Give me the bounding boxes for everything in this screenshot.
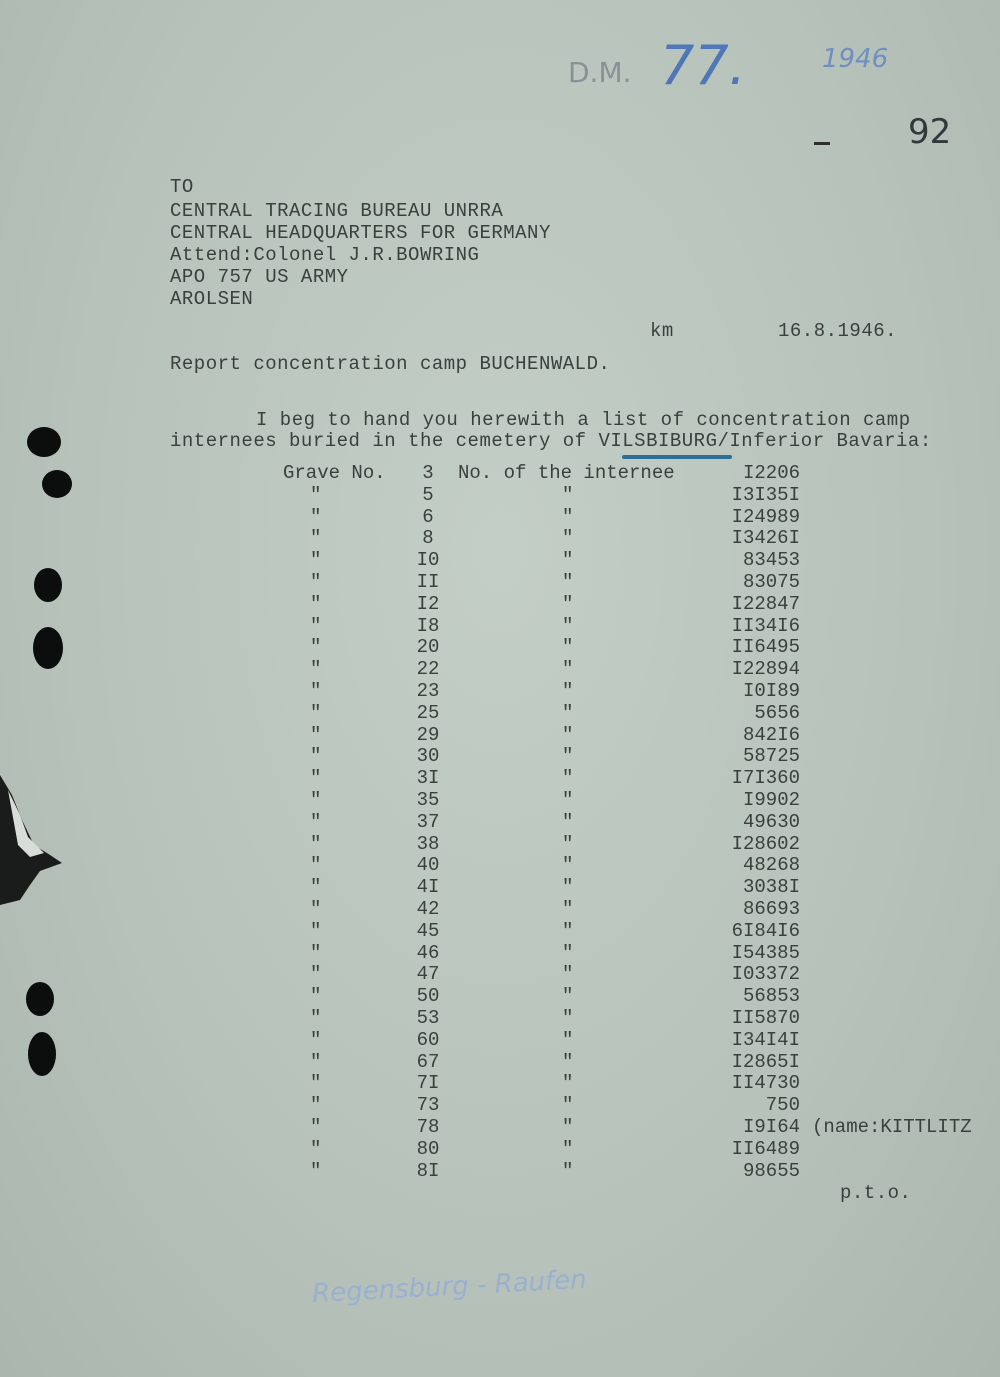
internee-column-label: No. of the internee [458, 462, 675, 484]
ditto-mark: " [562, 745, 574, 768]
ditto-mark: " [310, 810, 322, 833]
ditto-mark: " [562, 1028, 574, 1051]
ditto-mark: " [310, 876, 322, 899]
grave-number: 40 [416, 854, 440, 877]
page-number: 92 [908, 112, 952, 152]
grave-number: 37 [416, 810, 440, 833]
grave-number: 20 [416, 636, 440, 659]
internee-number: I7I360 [731, 767, 800, 790]
grave-number: 73 [416, 1094, 440, 1117]
letter-date: 16.8.1946. [778, 320, 898, 342]
ditto-mark: " [562, 505, 574, 528]
ditto-mark: " [562, 571, 574, 593]
grave-number: 25 [416, 701, 440, 724]
dash-mark [814, 142, 830, 145]
internee-number: 86693 [742, 898, 800, 920]
grave-number: 35 [416, 789, 440, 811]
grave-number: 29 [416, 723, 440, 746]
ditto-mark: " [310, 985, 322, 1008]
ditto-mark: " [310, 1116, 322, 1138]
grave-number: 3I [416, 767, 440, 790]
ditto-mark: " [562, 723, 574, 746]
internee-number: I9902 [742, 789, 800, 811]
ditto-mark: " [310, 614, 322, 637]
ditto-mark: " [562, 1094, 574, 1117]
internee-number: 5656 [754, 701, 800, 724]
internee-number: II34I6 [731, 614, 800, 637]
ditto-mark: " [310, 1072, 322, 1095]
ditto-mark: " [310, 723, 322, 746]
internee-number: II6489 [731, 1137, 800, 1160]
ditto-mark: " [562, 898, 574, 920]
internee-number: 48268 [742, 854, 800, 877]
ditto-mark: " [562, 636, 574, 659]
grave-number: 47 [416, 963, 440, 986]
ditto-mark: " [310, 789, 322, 811]
internee-number: II6495 [731, 636, 800, 659]
internee-number: 83075 [742, 571, 800, 593]
ditto-mark: " [310, 745, 322, 768]
ditto-mark: " [562, 832, 574, 855]
address-line: CENTRAL TRACING BUREAU UNRRA [170, 200, 504, 222]
ditto-mark: " [562, 592, 574, 615]
internee-number: II4730 [731, 1072, 800, 1095]
ditto-mark: " [562, 1137, 574, 1160]
internee-number: I2865I [731, 1050, 800, 1073]
ditto-mark: " [310, 701, 322, 724]
ditto-mark: " [310, 680, 322, 702]
internee-number: I9I64 [742, 1116, 800, 1138]
ditto-mark: " [562, 919, 574, 942]
torn-edge [0, 775, 70, 905]
punch-hole [26, 982, 54, 1016]
grave-number: 4I [416, 876, 440, 899]
grave-number: 80 [416, 1137, 440, 1160]
internee-number: 6I84I6 [731, 919, 800, 942]
internee-number: II5870 [731, 1007, 800, 1029]
ditto-mark: " [310, 854, 322, 877]
ditto-mark: " [562, 527, 574, 550]
ditto-mark: " [310, 898, 322, 920]
punch-hole [33, 627, 63, 669]
ditto-mark: " [562, 483, 574, 506]
ditto-mark: " [310, 941, 322, 964]
punch-hole [42, 470, 72, 498]
body-text: internees buried in the cemetery of VILSBIBURG/Inferior Bavaria: [170, 430, 932, 452]
grave-number: 23 [416, 680, 440, 702]
ditto-mark: " [310, 767, 322, 790]
grave-number: 60 [416, 1028, 440, 1051]
pto-note: p.t.o. [840, 1182, 912, 1204]
subject-line: Report concentration camp BUCHENWALD. [170, 353, 611, 375]
grave-number: 78 [416, 1116, 440, 1138]
internee-number: I22847 [731, 592, 800, 615]
grave-number: 8I [416, 1159, 440, 1182]
ditto-mark: " [562, 810, 574, 833]
footer-handwriting: Regensburg - Raufen [311, 1264, 588, 1310]
internee-number: 49630 [742, 810, 800, 833]
ditto-mark: " [562, 1050, 574, 1073]
grave-number: 50 [416, 985, 440, 1008]
grave-number: 3 [422, 462, 434, 484]
underline-mark [622, 455, 732, 459]
grave-number: 38 [416, 832, 440, 855]
ditto-mark: " [310, 832, 322, 855]
grave-number: 7I [416, 1072, 440, 1095]
grave-number: 6 [422, 505, 434, 528]
grave-number: 42 [416, 898, 440, 920]
grave-number: 30 [416, 745, 440, 768]
internee-number: I0I89 [742, 680, 800, 702]
ditto-mark: " [562, 854, 574, 877]
address-line: AROLSEN [170, 288, 254, 310]
address-line: CENTRAL HEADQUARTERS FOR GERMANY [170, 222, 551, 244]
internee-number: I24989 [731, 505, 800, 528]
grave-number: 22 [416, 658, 440, 681]
ditto-mark: " [562, 614, 574, 637]
ditto-mark: " [310, 658, 322, 681]
ditto-mark: " [310, 919, 322, 942]
ditto-mark: " [562, 941, 574, 964]
grave-number: 46 [416, 941, 440, 964]
internee-number: I54385 [731, 941, 800, 964]
internee-number: I22894 [731, 658, 800, 681]
grave-number: 5 [422, 483, 434, 506]
grave-number: II [416, 571, 440, 593]
name-note: (name:KITTLITZ [812, 1116, 972, 1138]
internee-number: 58725 [742, 745, 800, 768]
grave-number: I8 [416, 614, 440, 637]
dm-number: 77. [660, 34, 746, 97]
ditto-mark: " [310, 527, 322, 550]
internee-number: 750 [765, 1094, 800, 1117]
ditto-mark: " [310, 505, 322, 528]
internee-number: 98655 [742, 1159, 800, 1182]
grave-number: I2 [416, 592, 440, 615]
address-to: TO [170, 176, 194, 198]
ditto-mark: " [562, 658, 574, 681]
ditto-mark: " [310, 592, 322, 615]
body-text: I beg to hand you herewith a list of concentration camp [256, 409, 911, 431]
address-line: Attend:Colonel J.R.BOWRING [170, 244, 480, 266]
internee-number: 56853 [742, 985, 800, 1008]
ditto-mark: " [310, 1094, 322, 1117]
ditto-mark: " [310, 963, 322, 986]
address-line: APO 757 US ARMY [170, 266, 349, 288]
ditto-mark: " [310, 483, 322, 506]
internee-number: 83453 [742, 549, 800, 572]
ditto-mark: " [562, 680, 574, 702]
ditto-mark: " [310, 1028, 322, 1051]
punch-hole [27, 427, 61, 457]
ditto-mark: " [310, 1050, 322, 1073]
internee-number: I3I35I [731, 483, 800, 506]
ditto-mark: " [562, 876, 574, 899]
reference-initials: km [650, 320, 674, 342]
internee-number: I3426I [731, 527, 800, 550]
year-note: 1946 [822, 44, 889, 74]
ditto-mark: " [562, 1007, 574, 1029]
ditto-mark: " [562, 985, 574, 1008]
internee-number: I03372 [731, 963, 800, 986]
ditto-mark: " [562, 963, 574, 986]
grave-number: 53 [416, 1007, 440, 1029]
ditto-mark: " [310, 571, 322, 593]
dm-label: D.M. [568, 56, 632, 89]
grave-number: 67 [416, 1050, 440, 1073]
ditto-mark: " [310, 636, 322, 659]
grave-number: I0 [416, 549, 440, 572]
ditto-mark: " [562, 1159, 574, 1182]
internee-number: I2206 [742, 462, 800, 484]
internee-number: 3038I [742, 876, 800, 899]
ditto-mark: " [562, 549, 574, 572]
ditto-mark: " [310, 1137, 322, 1160]
internee-number: I34I4I [731, 1028, 800, 1051]
ditto-mark: " [562, 1072, 574, 1095]
ditto-mark: " [562, 1116, 574, 1138]
grave-column-label: Grave No. [283, 462, 386, 484]
grave-number: 45 [416, 919, 440, 942]
punch-hole [28, 1032, 56, 1076]
internee-number: I28602 [731, 832, 800, 855]
ditto-mark: " [310, 549, 322, 572]
internee-number: 842I6 [742, 723, 800, 746]
grave-number: 8 [422, 527, 434, 550]
ditto-mark: " [310, 1007, 322, 1029]
ditto-mark: " [562, 701, 574, 724]
punch-hole [34, 568, 62, 602]
ditto-mark: " [562, 767, 574, 790]
ditto-mark: " [562, 789, 574, 811]
ditto-mark: " [310, 1159, 322, 1182]
